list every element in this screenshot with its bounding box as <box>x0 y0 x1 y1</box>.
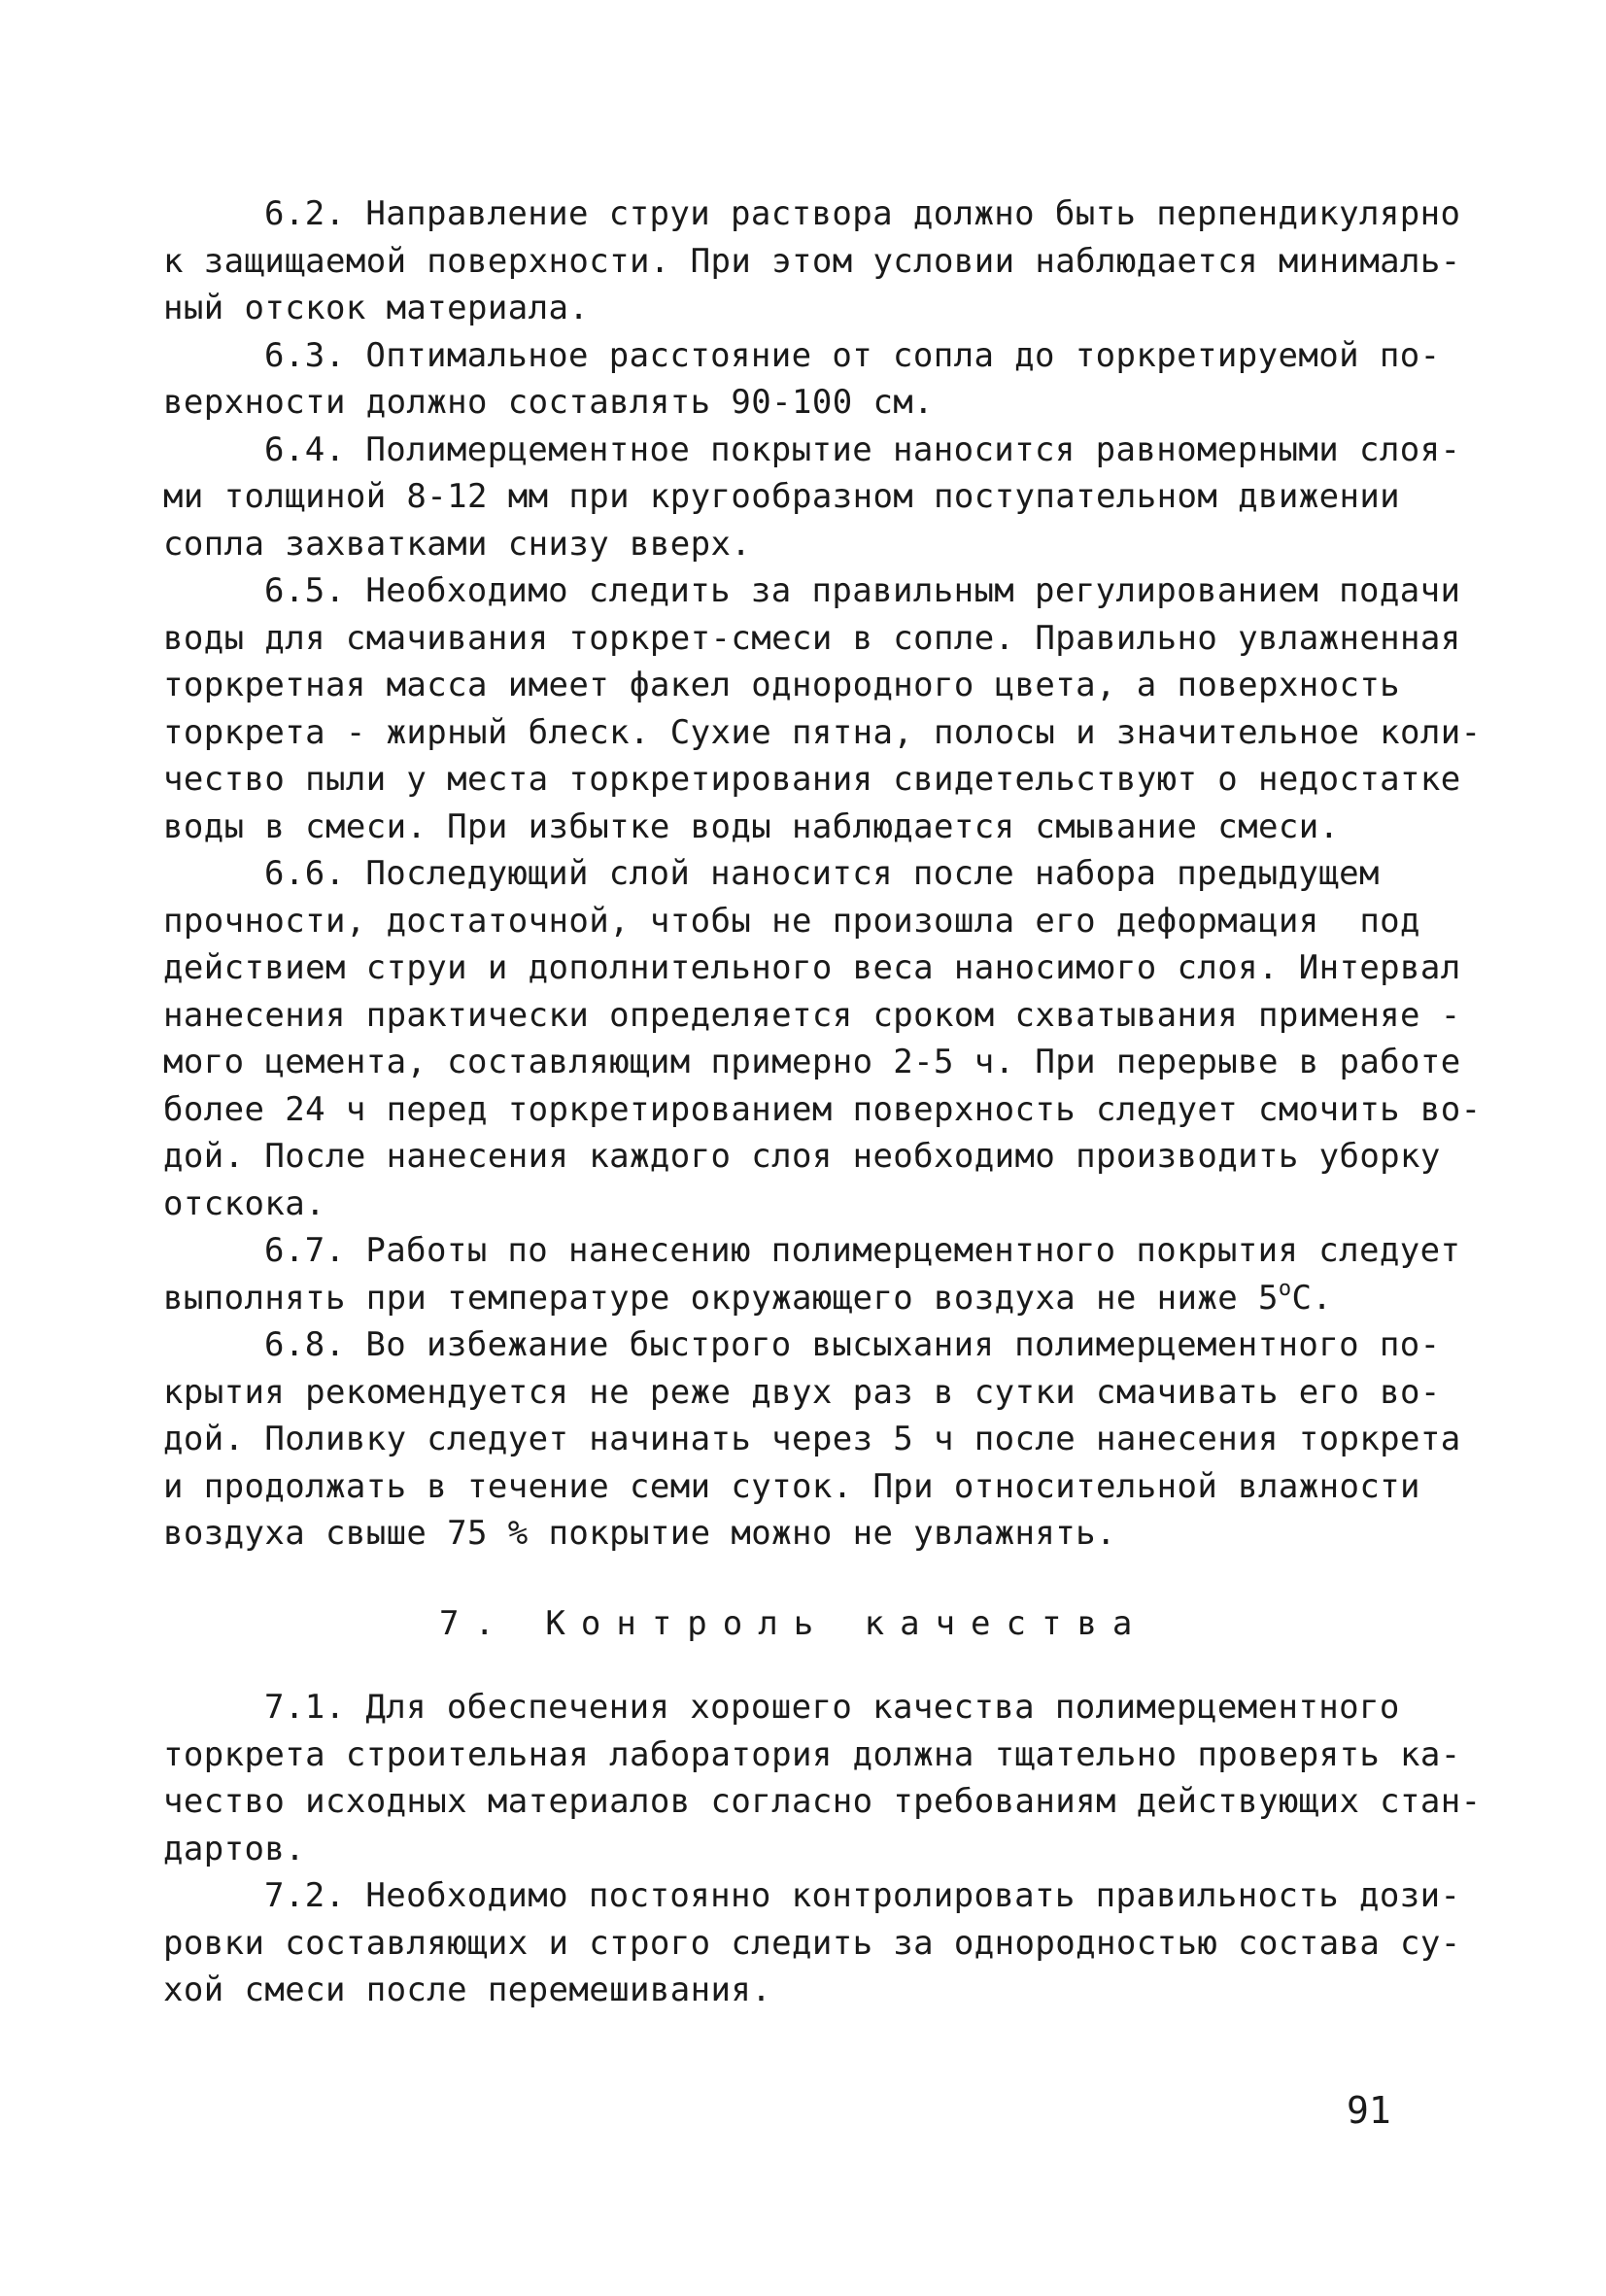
text-line: чество пыли у места торкретирования свидетельствуют о недостатке <box>163 760 1461 799</box>
text-line: ми толщиной 8-12 мм при кругообразном поступательном движении <box>163 477 1401 516</box>
paragraph-7-1 <box>163 1684 1482 1872</box>
paragraph-6-5 <box>163 567 1482 850</box>
text-line: 6.2. Направление струи раствора должно быть перпендикулярно <box>264 194 1461 233</box>
text-line: чество исходных материалов согласно требованиям действующих стан- <box>163 1782 1482 1821</box>
text-line-part: выполнять при температуре окружающего воздуха не ниже 5 <box>163 1278 1279 1318</box>
text-line: более 24 ч перед торкретированием поверхность следует смочить во- <box>163 1089 1482 1129</box>
text-line: крытия рекомендуется не реже двух раз в сутки смачивать его во- <box>163 1372 1441 1412</box>
paragraph-6-6 <box>163 850 1482 1227</box>
paragraph-6-3 <box>163 332 1441 427</box>
text-line: сопла захватками снизу вверх. <box>163 524 752 564</box>
text-line: дартов. <box>163 1829 306 1868</box>
document-page <box>163 190 1482 2014</box>
text-line: 7.1. Для обеспечения хорошего качества полимерцементного <box>264 1688 1400 1727</box>
text-line: воды в смеси. При избытке воды наблюдается смывание смеси. <box>163 806 1340 846</box>
text-line: дой. Поливку следует начинать через 5 ч после нанесения торкрета <box>163 1420 1461 1458</box>
text-line: 6.5. Необходимо следить за правильным регулированием подачи <box>264 571 1461 610</box>
text-line: и продолжать в течение семи суток. При относительной влажности <box>163 1466 1420 1506</box>
text-line: 7.2. Необходимо постоянно контролировать правильность дози- <box>264 1876 1461 1915</box>
text-line: верхности должно составлять 90-100 см. <box>163 383 935 422</box>
text-line: дой. После нанесения каждого слоя необходимо производить уборку <box>163 1137 1441 1176</box>
text-line: 6.6. Последующий слой наносится после набора предыдущем <box>264 854 1380 893</box>
text-line: торкрета строительная лаборатория должна тщательно проверять ка- <box>163 1734 1461 1774</box>
text-line: 6.4. Полимерцементное покрытие наносится равномерными слоя- <box>264 429 1461 469</box>
section-title: 7. Контроль качества <box>439 1603 1148 1643</box>
text-line: нанесения практически определяется сроком схватывания применяе - <box>163 995 1461 1035</box>
paragraph-6-2 <box>163 190 1461 332</box>
text-line: торкрета - жирный блеск. Сухие пятна, полосы и значительное коли- <box>163 712 1482 752</box>
text-line: к защищаемой поверхности. При этом условии наблюдается минималь- <box>163 241 1461 281</box>
text-line: 6.3. Оптимальное расстояние от сопла до торкретируемой по- <box>264 335 1441 375</box>
temperature-unit: C. <box>1291 1278 1333 1318</box>
text-line: хой смеси после перемешивания. <box>163 1970 772 2009</box>
paragraph-6-8 <box>163 1321 1461 1558</box>
text-line: отскока. <box>163 1183 325 1223</box>
text-line: действием струи и дополнительного веса наносимого слоя. Интервал <box>163 948 1461 987</box>
paragraph-6-7 <box>163 1227 1461 1321</box>
text-line: воды для смачивания торкрет-смеси в сопле. Правильно увлажненная <box>163 618 1461 658</box>
text-line: 6.8. Во избежание быстрого высыхания полимерцементного по- <box>264 1325 1441 1364</box>
text-line: воздуха свыше 75 % покрытие можно не увлажнять. <box>163 1514 1116 1553</box>
degree-symbol: o <box>1278 1276 1292 1301</box>
text-line: ровки составляющих и строго следить за однородностью состава су- <box>163 1923 1461 1963</box>
paragraph-6-4 <box>163 427 1461 568</box>
text-line: ный отскок материала. <box>163 289 590 327</box>
text-line: прочности, достаточной, чтобы не произошла его деформация под <box>163 901 1420 941</box>
text-line: мого цемента, составляющим примерно 2-5 ч. При перерыве в работе <box>163 1043 1461 1081</box>
text-line-temperature <box>163 1275 1426 1322</box>
text-line: торкретная масса имеет факел однородного цвета, а поверхность <box>163 666 1401 704</box>
text-line: 6.7. Работы по нанесению полимерцементного покрытия следует <box>264 1231 1461 1270</box>
page-number: 91 <box>1347 2089 1391 2132</box>
paragraph-7-2 <box>163 1872 1461 2014</box>
